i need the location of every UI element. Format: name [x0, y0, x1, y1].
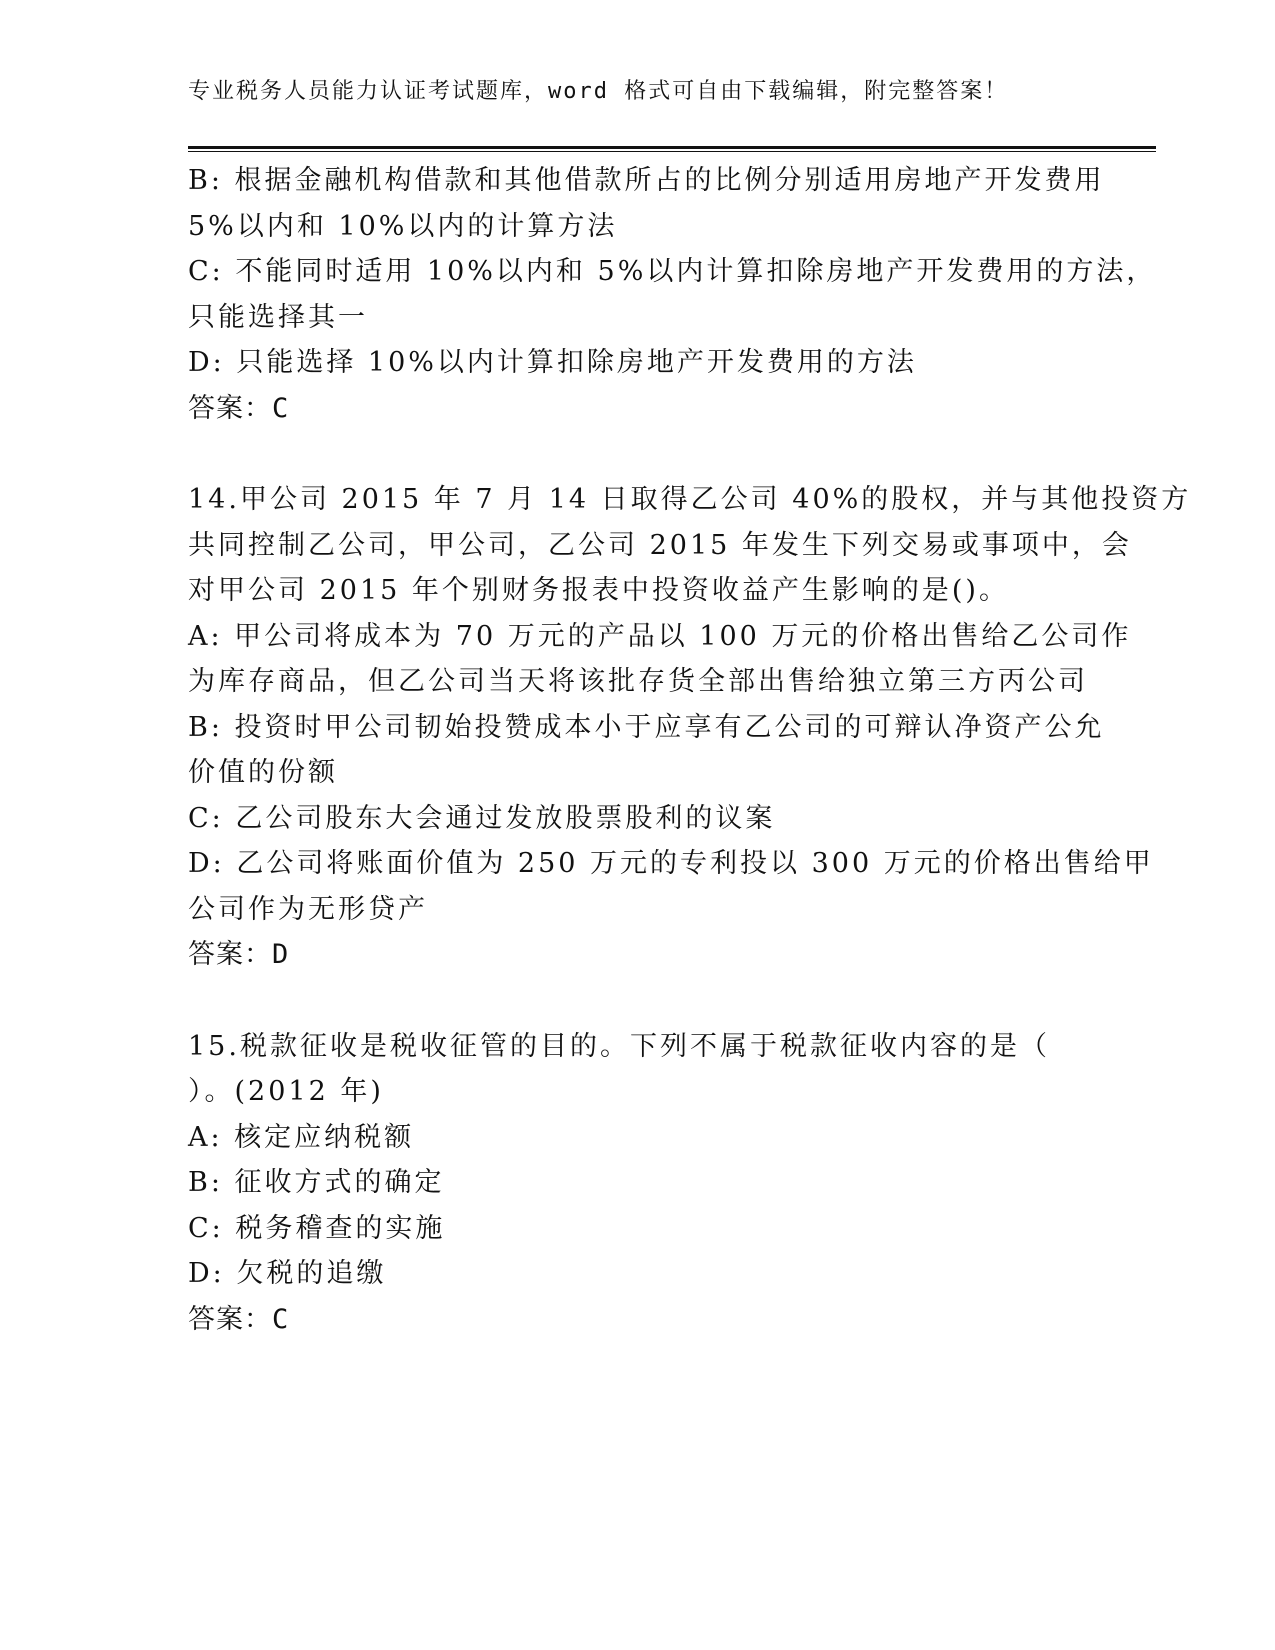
- q14-option-b-line-2: 价值的份额: [188, 757, 338, 788]
- q14-stem-line-3: 对甲公司 2015 年个别财务报表中投资收益产生影响的是()。: [188, 575, 1009, 606]
- q14-option-b-line-1: B: 投资时甲公司韧始投赞成本小于应享有乙公司的可辩认净资产公允: [188, 711, 1105, 743]
- q15-answer: [188, 1297, 1088, 1343]
- q14-option-d-line-2: 公司作为无形贷产: [188, 893, 428, 925]
- spacer: [188, 431, 1088, 477]
- question-14: [188, 477, 1192, 978]
- q15-option-b-line-1: B: 征收方式的确定: [188, 1167, 445, 1198]
- q14-option-a-line-2: 为库存商品，但乙公司当天将该批存货全部出售给独立第三方丙公司: [188, 666, 1088, 697]
- q15-option-d-line-1: D: 欠税的追缴: [188, 1258, 387, 1289]
- q15-stem-line-1: 15.税款征收是税收征管的目的。下列不属于税款征收内容的是（: [188, 1030, 1050, 1062]
- page-header: 专业税务人员能力认证考试题库，word 格式可自由下载编辑，附完整答案！: [188, 79, 1009, 104]
- answer-label: 答案：: [188, 1303, 272, 1335]
- q14-option-d-line-1: D: 乙公司将账面价值为 250 万元的专利投以 300 万元的价格出售给甲: [188, 848, 1154, 879]
- q14-stem-line-1: 14.甲公司 2015 年 7 月 14 日取得乙公司 40%的股权，并与其他投资方: [188, 484, 1192, 515]
- q14-option-a-line-1: A: 甲公司将成本为 70 万元的产品以 100 万元的价格出售给乙公司作: [188, 620, 1132, 652]
- answer-value: D: [272, 939, 290, 970]
- q13-option-b-line-1: B: 根据金融机构借款和其他借款所占的比例分别适用房地产开发费用: [188, 165, 1105, 196]
- document-body: [188, 158, 1192, 1342]
- q13-option-c-line-1: C: 不能同时适用 10%以内和 5%以内计算扣除房地产开发费用的方法，: [188, 256, 1157, 287]
- q13-answer: [188, 386, 1088, 432]
- question-15: [188, 1024, 1088, 1343]
- spacer: [188, 978, 1088, 1024]
- q15-option-a-line-1: A: 核定应纳税额: [188, 1121, 415, 1153]
- answer-label: 答案：: [188, 939, 272, 970]
- q13-option-d-line-1: D: 只能选择 10%以内计算扣除房地产开发费用的方法: [188, 347, 917, 378]
- q14-stem-line-2: 共同控制乙公司，甲公司，乙公司 2015 年发生下列交易或事项中，会: [188, 529, 1132, 561]
- answer-value: C: [272, 392, 290, 424]
- q15-option-c-line-1: C: 税务稽查的实施: [188, 1212, 446, 1244]
- q13-option-b-line-2: 5%以内和 10%以内的计算方法: [188, 210, 618, 242]
- q15-stem-line-2: ）。(2012 年): [188, 1076, 384, 1107]
- q14-answer: [188, 932, 1088, 978]
- question-13: [188, 158, 1157, 431]
- q13-option-c-line-2: 只能选择其一: [188, 301, 368, 333]
- answer-label: 答案：: [188, 392, 272, 424]
- answer-value: C: [272, 1303, 290, 1335]
- header-rule: [188, 146, 1156, 149]
- q14-option-c-line-1: C: 乙公司股东大会通过发放股票股利的议案: [188, 802, 776, 834]
- header-rule-thin: [188, 151, 1156, 152]
